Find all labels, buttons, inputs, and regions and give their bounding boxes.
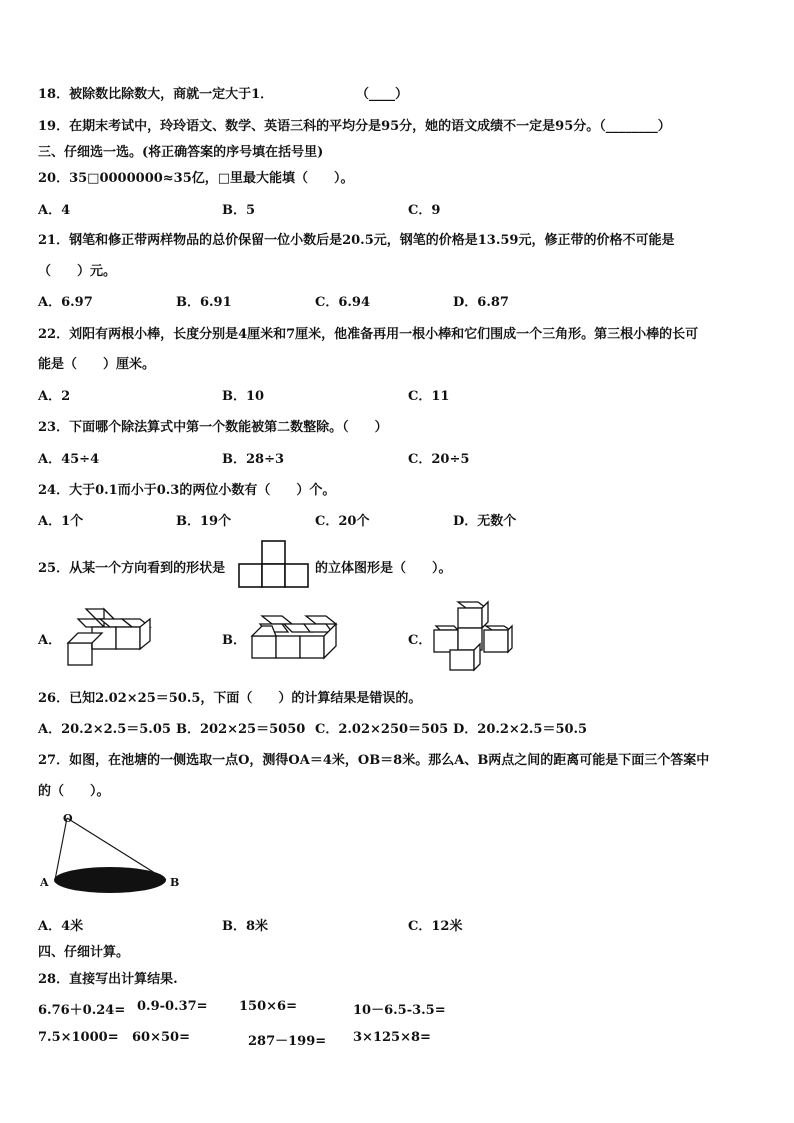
q28-calc-5: 7.5×1000=: [38, 1030, 119, 1045]
q27-option-a[interactable]: A．4米: [38, 919, 84, 934]
q22-option-c[interactable]: C．11: [408, 389, 450, 404]
q28-calc-3: 150×6=: [239, 999, 297, 1014]
point-b-label: B: [170, 876, 180, 889]
q27-option-b[interactable]: B．8米: [222, 919, 269, 934]
q22-text-line2: 能是（ ）厘米。: [38, 357, 156, 372]
q21-text-line1: 21．钢笔和修正带两样物品的总价保留一位小数后是20.5元，钢笔的价格是13.59元，修正带的价格不可能是: [38, 233, 675, 248]
q18-answer-blank[interactable]: （____）: [356, 87, 409, 102]
q22-option-a[interactable]: A．2: [38, 389, 71, 404]
section-4-heading: 四、仔细计算。: [38, 945, 130, 960]
q23-option-a[interactable]: A．45÷4: [38, 452, 100, 467]
q20-option-a[interactable]: A．4: [38, 203, 71, 218]
q25-option-a[interactable]: A．: [38, 633, 62, 648]
q21-option-d[interactable]: D．6.87: [453, 295, 509, 310]
q27-text-line2: 的（ ）。: [38, 784, 110, 799]
q22-text-line1: 22．刘阳有两根小棒，长度分别是4厘米和7厘米，他准备再用一根小棒和它们围成一个三角形。第三根小棒的长可: [38, 327, 699, 342]
q28-calc-1: 6.76＋0.24=: [38, 1003, 126, 1018]
q19-text: 19．在期末考试中，玲玲语文、数学、英语三科的平均分是95分，她的语文成绩不一定是95分。（________）: [38, 119, 671, 134]
q24-text: 24．大于0.1而小于0.3的两位小数有（ ）个。: [38, 483, 336, 498]
q28-calc-2: 0.9-0.37=: [137, 999, 208, 1014]
q25-option-c[interactable]: C．: [408, 633, 432, 648]
q26-option-d[interactable]: D．20.2×2.5＝50.5: [453, 722, 588, 737]
q18-text: 18．被除数比除数大，商就一定大于1．: [38, 87, 274, 102]
q21-option-a[interactable]: A．6.97: [38, 295, 93, 310]
q24-option-b[interactable]: B．19个: [176, 514, 232, 529]
q23-option-b[interactable]: B．28÷3: [222, 452, 285, 467]
q22-option-b[interactable]: B．10: [222, 389, 265, 404]
q21-option-c[interactable]: C．6.94: [315, 295, 371, 310]
q24-option-c[interactable]: C．20个: [315, 514, 370, 529]
q26-option-a[interactable]: A．20.2×2.5＝5.05: [38, 722, 171, 737]
section-3-heading: 三、仔细选一选。(将正确答案的序号填在括号里): [38, 145, 324, 160]
q27-text-line1: 27．如图，在池塘的一侧选取一点O，测得OA＝4米，OB＝8米。那么A、B两点之间的距离可能是下面三个答案中: [38, 753, 710, 768]
q28-calc-4: 10－6.5-3.5=: [353, 1003, 446, 1018]
q25-option-c-cube-figure[interactable]: [430, 600, 514, 672]
q21-option-b[interactable]: B．6.91: [176, 295, 232, 310]
q25-text-before: 25．从某一个方向看到的形状是: [38, 561, 226, 576]
q20-text: 20．35□0000000≈35亿，□里最大能填（ ）。: [38, 171, 354, 186]
q25-text-after: 的立体图形是（ ）。: [315, 561, 452, 576]
q25-view-shape-figure: [237, 539, 311, 589]
q28-calc-8: 3×125×8=: [353, 1030, 431, 1045]
q25-option-a-cube-figure[interactable]: [64, 605, 156, 667]
q25-option-b[interactable]: B．: [222, 633, 246, 648]
q24-option-a[interactable]: A．1个: [38, 514, 84, 529]
q25-option-b-cube-figure[interactable]: [248, 612, 340, 662]
q23-option-c[interactable]: C．20÷5: [408, 452, 470, 467]
q26-text: 26．已知2.02×25＝50.5，下面（ ）的计算结果是错误的。: [38, 691, 422, 706]
point-a-label: A: [40, 876, 49, 889]
q26-option-c[interactable]: C．2.02×250＝505: [315, 722, 449, 737]
q28-calc-7: 287－199=: [248, 1034, 327, 1049]
point-o-label: O: [63, 812, 73, 825]
q26-option-b[interactable]: B．202×25＝5050: [176, 722, 306, 737]
q24-option-d[interactable]: D．无数个: [453, 514, 517, 529]
q27-option-c[interactable]: C．12米: [408, 919, 463, 934]
q23-text: 23．下面哪个除法算式中第一个数能被第二数整除。（ ）: [38, 420, 388, 435]
q20-option-c[interactable]: C．9: [408, 203, 441, 218]
q27-pond-figure: [34, 808, 194, 898]
q20-option-b[interactable]: B．5: [222, 203, 256, 218]
q28-text: 28．直接写出计算结果.: [38, 972, 178, 987]
q21-text-line2: （ ）元。: [38, 264, 117, 279]
q28-calc-6: 60×50=: [132, 1030, 190, 1045]
